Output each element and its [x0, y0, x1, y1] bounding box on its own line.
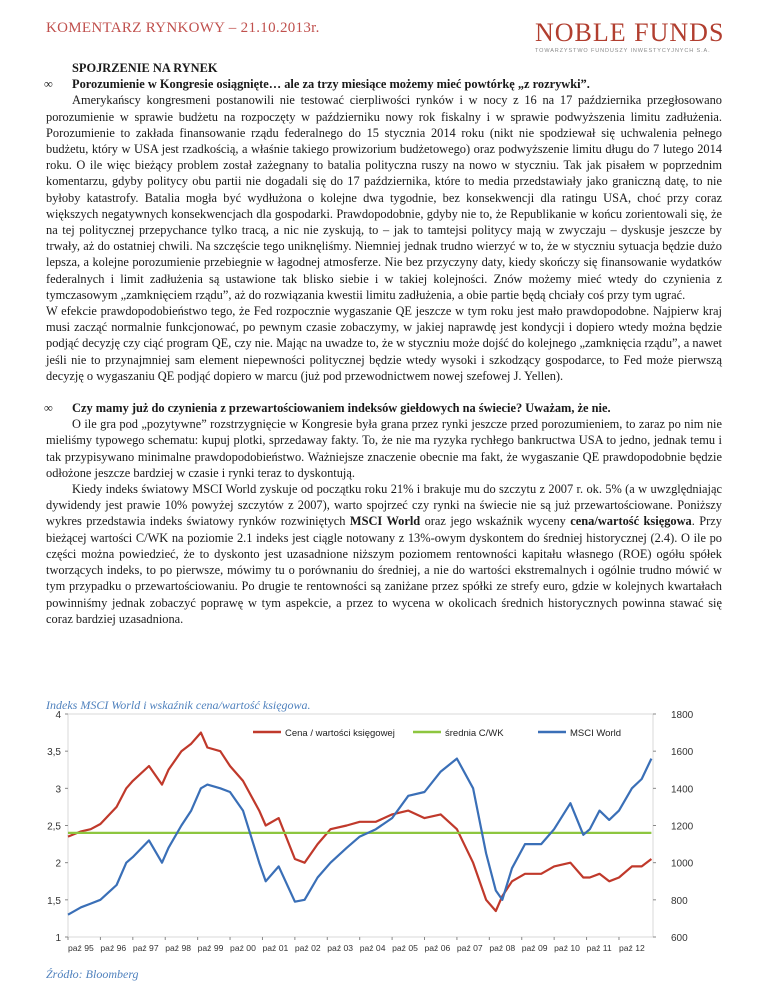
left-axis-label: 1,5 [47, 895, 61, 907]
chart-caption: Indeks MSCI World i wskaźnik cena/wartość księgowa. [46, 698, 311, 712]
logo-name: NOBLE FUNDS [535, 18, 725, 47]
left-axis-label: 2,5 [47, 821, 61, 833]
series-line [68, 733, 651, 911]
left-axis-label: 3 [55, 784, 61, 796]
right-axis-label: 800 [671, 895, 688, 907]
x-axis-label: paź 98 [165, 943, 192, 953]
x-axis-label: paź 96 [100, 943, 127, 953]
right-axis-label: 1200 [671, 821, 694, 833]
x-axis-label: paź 08 [489, 943, 516, 953]
right-axis-label: 1400 [671, 784, 694, 796]
legend-label: MSCI World [570, 728, 622, 739]
bullet-heading-2: ∞ Czy mamy już do czynienia z przewartościowaniem indeksów giełdowych na świecie? Uważam, że nie. [44, 401, 611, 416]
paragraph-2: W efekcie prawdopodobieństwo tego, że Fed rozpocznie wygaszanie QE jeszcze w tym roku jest mało prawdopodobne. Najpierw kraj musi zacząć normalnie funkcjonować, po pewnym czasie zobaczymy, w jakiej naprawdę jest kondycji i dopiero wtedy można będzie podjąć decyzję czy ciąć program QE, czy nie. Mając na uwadze to, że w styczniu może dojść do kolejnego „zamknięcia rządu”, a nawet jeśli nie to przynajmniej sam element niepewności politycznej będzie wtedy wysoki i szkodzący gospodarce, to Fed może pierwszą decyzję o wygaszaniu QE podjąć dopiero w marcu (już pod przewodnictwem nowej szefowej J. Yellen). [46, 304, 722, 383]
left-axis-label: 4 [55, 710, 61, 721]
right-axis-label: 1600 [671, 747, 694, 759]
x-axis-label: paź 03 [327, 943, 354, 953]
bullet-icon: ∞ [44, 77, 53, 92]
logo-subtitle: TOWARZYSTWO FUNDUSZY INWESTYCYJNYCH S.A. [535, 48, 711, 54]
x-axis-label: paź 95 [68, 943, 94, 953]
paragraph-1: Amerykańscy kongresmeni postanowili nie testować cierpliwości rynków i w nocy z 16 na 17 października przegłosowano porozumienie w sprawie budżetu na rozpoczęty w październiku nowy rok fiskalny i w sprawie podwyższenia limitu zadłużenia. Porozumienie to zakłada finansowanie rządu federalnego do 15 stycznia 2014 roku (nikt nie spodziewał się uchwalenia pełnego budżetu, który w USA jest rzadkością, a właśnie takiego prowizorium budżetowego) oraz podwyższenie limitu długu do 7 lutego 2014 roku. O ile więc bieżący problem został zażegnany to batalia polityczna ruszy na nowo w styczniu. Tak jak pisałem w poprzednim komentarzu, gdyby politycy obu partii nie dogadali się do 17 października, które to media przedstawiały jako graniczną datę, to nie byłoby katastrofy. Batalia mogła być wydłużona o kolejne dwa tygodnie, bez konsekwencji dla ratingu USA, choć przy coraz większych negatywnych konsekwencjach dla gospodarki. Prawdopodobnie, gdyby nie to, że Republikanie w końcu zorientowali się, że na tej politycznej przepychance tylko tracą, a nic nie zyskują, to – jak to tamtejsi politycy mają w zwyczaju – dyskusje jeszcze by trwały, aż do ostatniej chwili. Na szczęście tego uniknęliśmy. Niemniej jednak trudno wierzyć w to, że w styczniu sytuacja będzie dużo lepsza, a kolejne porozumienie przebiegnie w łagodnej atmosferze. Nie bez przyczyny daty, kiedy skończy się finansowanie wydatków federalnych i limit zadłużenia są ustawione tak blisko siebie i w takiej kolejności. Znów możemy mieć wtedy do czynienia z tymczasowym „zamknięciem rządu”, aż do rozwiązania kwestii limitu zadłużenia, a obie partie będą chciały coś przy tym ugrać. [46, 93, 722, 302]
x-axis-label: paź 06 [424, 943, 451, 953]
x-axis-label: paź 05 [392, 943, 418, 953]
legend-label: średnia C/WK [445, 728, 504, 739]
x-axis-label: paź 10 [554, 943, 580, 953]
x-axis-label: paź 04 [359, 943, 386, 953]
series-line [68, 759, 651, 915]
x-axis-label: paź 09 [521, 943, 548, 953]
report-title: KOMENTARZ RYNKOWY – 21.10.2013r. [46, 20, 320, 36]
x-axis-label: paź 07 [456, 943, 483, 953]
paragraph-4: Kiedy indeks światowy MSCI World zyskuje od początku roku 21% i brakuje mu do szczytu z 2007 r. ok. 5% (a w uwzględniając dywidendy jest prawie 10% powyżej szczytów z 2007), warto spojrzeć czy rynki na świecie nie są już przewartościowane. Poniższy wykres przedstawia indeks światowy rynków rozwiniętych MSCI World oraz jego wskaźnik wyceny cena/wartość księgowa. Przy bieżącej wartości C/WK na poziomie 2.1 indeks jest ciągle notowany z 13%-owym dyskontem do średniej historycznej (2.4). O ile po części można powiedzieć, że to dyskonto jest uzasadnione niższym poziomem rentowności kapitału własnego (ROE) ogółu spółek tworzących indeks, to po pierwsze, mówimy tu o porównaniu do średniej, a nie do wartości ekstremalnych i ogólnie trudno mówić w tym przypadku o przewartościowaniu. Po drugie te rentowności są zaniżane przez spółki ze strefy euro, gdzie w kolejnych kwartałach powinniśmy jednak zobaczyć poprawę w tym aspekcie, a przez to wycena w okolicach średnich historycznych powinna stawać się coraz bardziej uzasadniona. [46, 482, 722, 626]
right-axis-label: 1800 [671, 710, 694, 721]
x-axis-label: paź 02 [294, 943, 321, 953]
x-axis-label: paź 11 [586, 943, 612, 953]
source-note: Źródło: Bloomberg [46, 967, 139, 981]
left-axis-label: 1 [55, 933, 61, 944]
x-axis-label: paź 01 [262, 943, 289, 953]
legend-label: Cena / wartości księgowej [285, 728, 395, 739]
noble-funds-logo [535, 20, 725, 54]
bullet-icon: ∞ [44, 401, 53, 416]
left-axis-label: 2 [55, 858, 61, 870]
right-axis-label: 1000 [671, 858, 694, 870]
x-axis-label: paź 00 [230, 943, 256, 953]
section-heading: SPOJRZENIE NA RYNEK [72, 61, 218, 75]
bullet-heading-1: ∞ Porozumienie w Kongresie osiągnięte… ale za trzy miesiące możemy mieć powtórkę „z rozrywki”. [44, 77, 590, 92]
x-axis-label: paź 97 [132, 943, 159, 953]
msci-world-chart [38, 706, 738, 964]
paragraph-3: O ile gra pod „pozytywne” rozstrzygnięcie w Kongresie była grana przez rynki jeszcze przed porozumieniem, to zaraz po nim nie mieliśmy typowego schematu: kupuj plotki, sprzedaway fakty. To, że nie ma ryzyka rychłego bankructwa USA to jedno, jednak temu i tak przypisywano minimalne prawdopodobieństwo. Ważniejsze znaczenie obecnie ma fakt, że wygaszanie QE prawdopodobnie będzie odłożone jeszcze bardziej w czasie i rynki teraz to dyskontują. [46, 417, 722, 480]
x-axis-label: paź 99 [197, 943, 224, 953]
x-axis-label: paź 12 [618, 943, 645, 953]
article-body [46, 60, 722, 627]
left-axis-label: 3,5 [47, 747, 61, 759]
right-axis-label: 600 [671, 933, 688, 944]
plot-area [68, 714, 653, 937]
